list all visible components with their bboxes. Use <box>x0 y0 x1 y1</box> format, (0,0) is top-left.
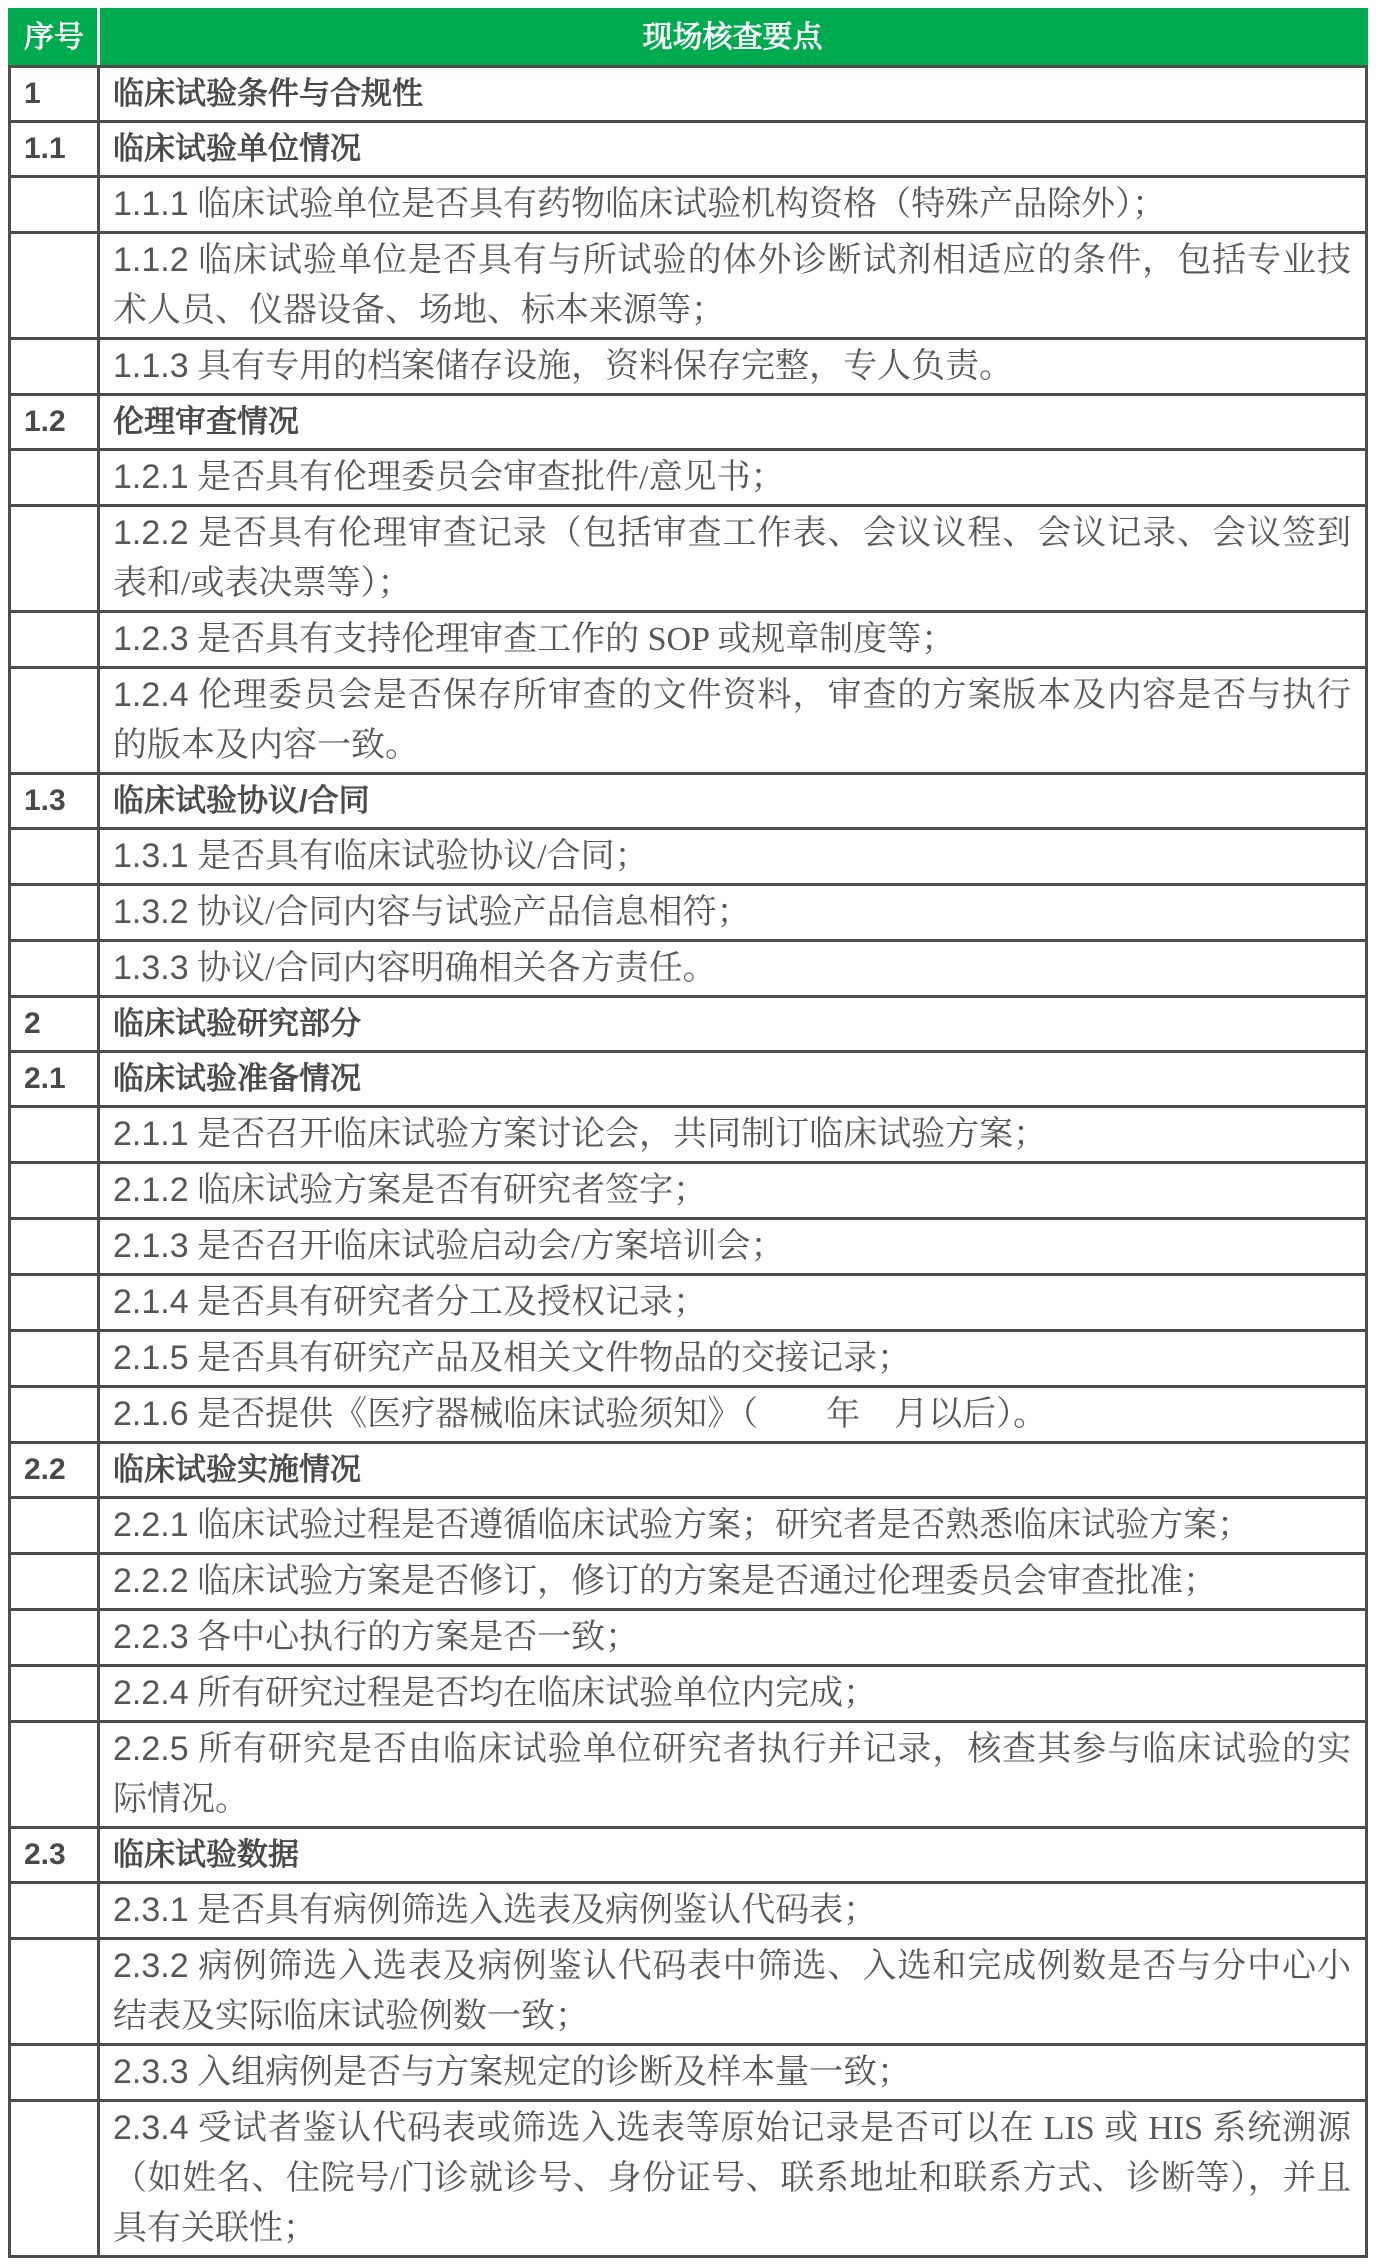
section-row <box>10 122 1367 177</box>
row-number: 2.1.5 <box>113 1339 189 1377</box>
table-header <box>10 10 1367 67</box>
row-text: 1.3.2 协议/合同内容与试验产品信息相符； <box>99 885 1367 941</box>
item-row <box>10 233 1367 339</box>
row-seq: 2 <box>10 997 99 1052</box>
row-number: 2.3.4 <box>113 2109 189 2147</box>
section-row <box>10 1052 1367 1107</box>
row-text: 2.2.4 所有研究过程是否均在临床试验单位内完成； <box>99 1666 1367 1722</box>
row-seq <box>10 885 99 941</box>
row-number: 2.2.3 <box>113 1618 189 1656</box>
item-row <box>10 668 1367 774</box>
row-number: 2.1.4 <box>113 1283 189 1321</box>
row-number: 1.3.3 <box>113 949 189 987</box>
row-number: 2.1.2 <box>113 1171 189 1209</box>
col-header-seq: 序号 <box>10 10 99 67</box>
row-number: 2.3.2 <box>113 1947 189 1985</box>
row-number: 2.2.2 <box>113 1562 189 1600</box>
row-seq <box>10 1331 99 1387</box>
row-text: 1.1.2 临床试验单位是否具有与所试验的体外诊断试剂相适应的条件，包括专业技术人员、仪器设备、场地、标本来源等； <box>99 233 1367 339</box>
row-seq: 2.3 <box>10 1828 99 1883</box>
row-number: 1.2.3 <box>113 620 189 658</box>
row-text: 1.2.1 是否具有伦理委员会审查批件/意见书； <box>99 450 1367 506</box>
row-number: 1.2.4 <box>113 676 189 714</box>
item-row <box>10 1219 1367 1275</box>
row-seq <box>10 1666 99 1722</box>
row-number: 2.3.1 <box>113 1891 189 1929</box>
row-number: 1.2.1 <box>113 458 189 496</box>
row-text: 临床试验研究部分 <box>99 997 1367 1052</box>
row-number: 2.1.6 <box>113 1395 189 1433</box>
row-text: 临床试验条件与合规性 <box>99 67 1367 122</box>
row-text: 2.2.2 临床试验方案是否修订，修订的方案是否通过伦理委员会审查批准； <box>99 1554 1367 1610</box>
row-seq: 2.2 <box>10 1443 99 1498</box>
row-number: 1.1.2 <box>113 241 189 279</box>
row-seq <box>10 829 99 885</box>
row-number: 1.2.2 <box>113 514 189 552</box>
row-text: 1.2.2 是否具有伦理审查记录（包括审查工作表、会议议程、会议记录、会议签到表和/或表决票等）； <box>99 506 1367 612</box>
row-text: 2.2.1 临床试验过程是否遵循临床试验方案；研究者是否熟悉临床试验方案； <box>99 1498 1367 1554</box>
row-seq <box>10 1939 99 2045</box>
row-number: 1.1.1 <box>113 185 189 223</box>
row-seq: 1 <box>10 67 99 122</box>
item-row <box>10 1498 1367 1554</box>
row-seq <box>10 1275 99 1331</box>
row-seq <box>10 339 99 395</box>
row-number: 2.1.3 <box>113 1227 189 1265</box>
item-row <box>10 177 1367 233</box>
row-number: 2.1.1 <box>113 1115 189 1153</box>
row-seq <box>10 177 99 233</box>
row-seq <box>10 1610 99 1666</box>
item-row <box>10 1331 1367 1387</box>
section-row <box>10 395 1367 450</box>
row-seq <box>10 2101 99 2257</box>
item-row <box>10 1387 1367 1443</box>
row-text: 临床试验数据 <box>99 1828 1367 1883</box>
row-seq <box>10 668 99 774</box>
row-text: 临床试验协议/合同 <box>99 774 1367 829</box>
row-text: 2.3.4 受试者鉴认代码表或筛选入选表等原始记录是否可以在 LIS 或 HIS 系统溯源（如姓名、住院号/门诊就诊号、身份证号、联系地址和联系方式、诊断等），并且具有关联性； <box>99 2101 1367 2257</box>
item-row <box>10 1610 1367 1666</box>
item-row <box>10 1883 1367 1939</box>
row-number: 1.3.1 <box>113 837 189 875</box>
row-text: 伦理审查情况 <box>99 395 1367 450</box>
row-seq <box>10 1163 99 1219</box>
row-text: 2.3.1 是否具有病例筛选入选表及病例鉴认代码表； <box>99 1883 1367 1939</box>
item-row <box>10 2101 1367 2257</box>
item-row <box>10 1722 1367 1828</box>
row-text: 2.1.1 是否召开临床试验方案讨论会，共同制订临床试验方案； <box>99 1107 1367 1163</box>
row-text: 2.2.3 各中心执行的方案是否一致； <box>99 1610 1367 1666</box>
row-seq <box>10 1387 99 1443</box>
row-text: 临床试验准备情况 <box>99 1052 1367 1107</box>
inspection-checklist-table <box>8 8 1368 2258</box>
row-seq <box>10 941 99 997</box>
row-seq <box>10 1498 99 1554</box>
item-row <box>10 1554 1367 1610</box>
section-row <box>10 67 1367 122</box>
row-text: 2.1.2 临床试验方案是否有研究者签字； <box>99 1163 1367 1219</box>
row-seq <box>10 1722 99 1828</box>
row-number: 1.1.3 <box>113 347 189 385</box>
row-text: 1.1.3 具有专用的档案储存设施，资料保存完整，专人负责。 <box>99 339 1367 395</box>
row-seq <box>10 612 99 668</box>
row-text: 1.2.3 是否具有支持伦理审查工作的 SOP 或规章制度等； <box>99 612 1367 668</box>
section-row <box>10 1828 1367 1883</box>
row-seq: 1.1 <box>10 122 99 177</box>
row-text: 临床试验实施情况 <box>99 1443 1367 1498</box>
row-seq <box>10 450 99 506</box>
section-row <box>10 997 1367 1052</box>
row-seq: 1.2 <box>10 395 99 450</box>
item-row <box>10 1275 1367 1331</box>
row-seq <box>10 1554 99 1610</box>
item-row <box>10 941 1367 997</box>
row-text: 临床试验单位情况 <box>99 122 1367 177</box>
row-seq <box>10 1107 99 1163</box>
item-row <box>10 2045 1367 2101</box>
row-seq <box>10 2045 99 2101</box>
row-seq <box>10 233 99 339</box>
item-row <box>10 612 1367 668</box>
row-text: 2.3.3 入组病例是否与方案规定的诊断及样本量一致； <box>99 2045 1367 2101</box>
item-row <box>10 506 1367 612</box>
row-text: 2.1.3 是否召开临床试验启动会/方案培训会； <box>99 1219 1367 1275</box>
row-number: 2.2.5 <box>113 1730 189 1768</box>
item-row <box>10 339 1367 395</box>
row-number: 2.3.3 <box>113 2053 189 2091</box>
col-header-points: 现场核查要点 <box>99 10 1367 67</box>
row-text: 2.2.5 所有研究是否由临床试验单位研究者执行并记录，核查其参与临床试验的实际情况。 <box>99 1722 1367 1828</box>
row-text: 1.2.4 伦理委员会是否保存所审查的文件资料，审查的方案版本及内容是否与执行的版本及内容一致。 <box>99 668 1367 774</box>
item-row <box>10 1107 1367 1163</box>
row-seq <box>10 1883 99 1939</box>
row-text: 2.3.2 病例筛选入选表及病例鉴认代码表中筛选、入选和完成例数是否与分中心小结表及实际临床试验例数一致； <box>99 1939 1367 2045</box>
item-row <box>10 885 1367 941</box>
table-body <box>10 67 1367 2257</box>
row-seq: 2.1 <box>10 1052 99 1107</box>
row-text: 2.1.6 是否提供《医疗器械临床试验须知》（ 年 月以后）。 <box>99 1387 1367 1443</box>
row-number: 2.2.4 <box>113 1674 189 1712</box>
header-row <box>10 10 1367 67</box>
row-seq: 1.3 <box>10 774 99 829</box>
row-number: 1.3.2 <box>113 893 189 931</box>
section-row <box>10 774 1367 829</box>
section-row <box>10 1443 1367 1498</box>
row-seq <box>10 506 99 612</box>
row-text: 1.3.3 协议/合同内容明确相关各方责任。 <box>99 941 1367 997</box>
item-row <box>10 1666 1367 1722</box>
item-row <box>10 1939 1367 2045</box>
row-text: 2.1.5 是否具有研究产品及相关文件物品的交接记录； <box>99 1331 1367 1387</box>
row-text: 1.3.1 是否具有临床试验协议/合同； <box>99 829 1367 885</box>
row-seq <box>10 1219 99 1275</box>
item-row <box>10 450 1367 506</box>
item-row <box>10 829 1367 885</box>
row-number: 2.2.1 <box>113 1506 189 1544</box>
item-row <box>10 1163 1367 1219</box>
row-text: 2.1.4 是否具有研究者分工及授权记录； <box>99 1275 1367 1331</box>
row-text: 1.1.1 临床试验单位是否具有药物临床试验机构资格（特殊产品除外）； <box>99 177 1367 233</box>
